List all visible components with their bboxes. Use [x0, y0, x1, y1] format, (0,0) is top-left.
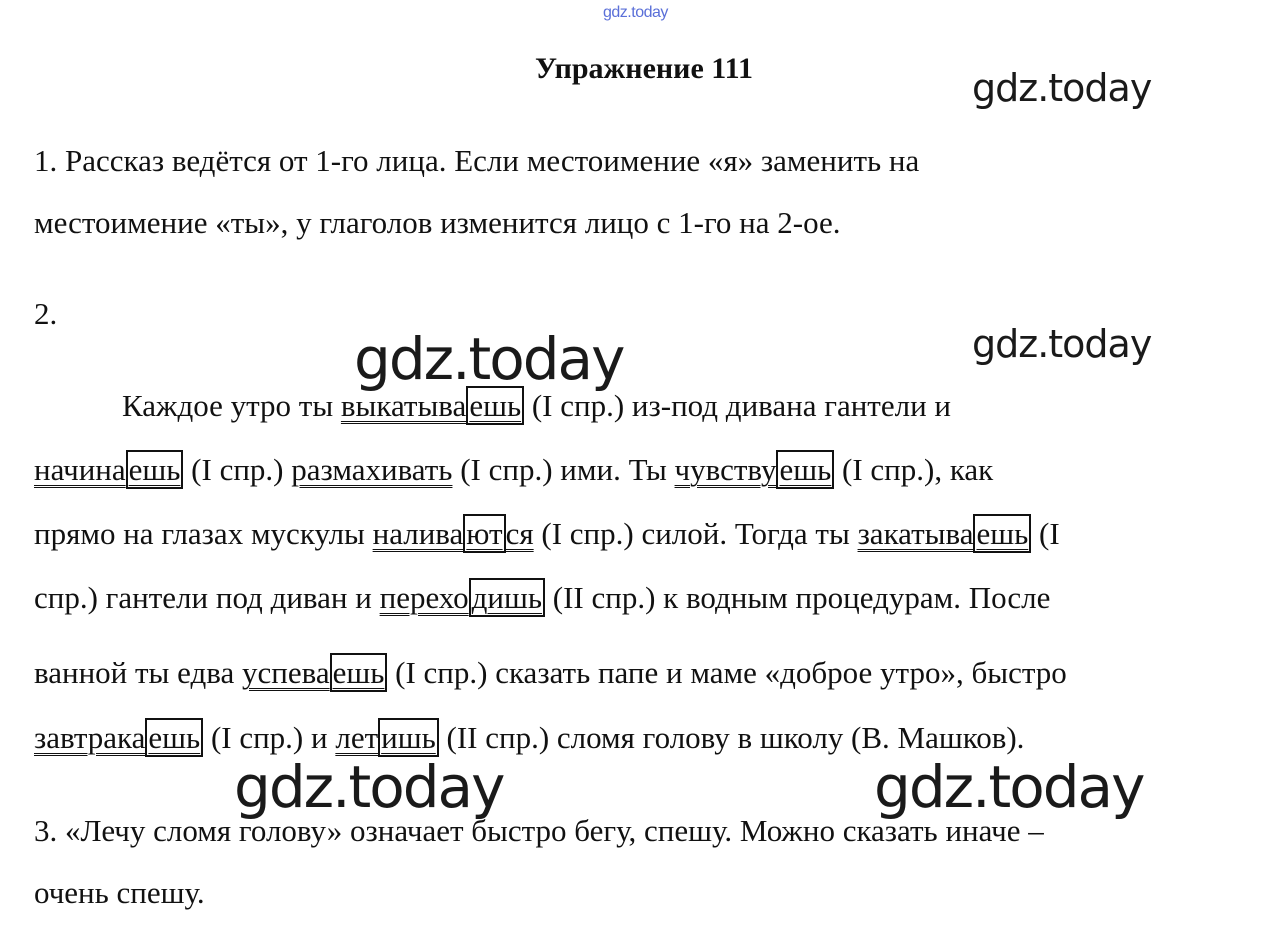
verb: размахивать [291, 452, 453, 487]
verb-ending: ешь [145, 718, 203, 757]
verb: успеваешь [242, 653, 387, 692]
verb-ending: ешь [973, 514, 1031, 553]
verb-ending: ишь [378, 718, 439, 757]
watermark: gdz.today [972, 322, 1152, 366]
exercise-title: Упражнение 111 [535, 52, 753, 85]
text-line-4: спр.) гантели под диван и переходишь (II спр.) к водным процедурам. После [34, 580, 1051, 615]
verb-ending: ешь [330, 653, 388, 692]
verb-ending: ют [463, 514, 505, 553]
watermark: gdz.today [234, 753, 504, 821]
answer-3-line-1: 3. «Лечу сломя голову» означает быстро бегу, спешу. Можно сказать иначе – [34, 813, 1044, 848]
answer-2-number: 2. [34, 296, 58, 331]
verb: закатываешь [858, 514, 1032, 553]
answer-1-line-1: 1. Рассказ ведётся от 1-го лица. Если местоимение «я» заменить на [34, 143, 920, 178]
text-line-1: Каждое утро ты выкатываешь (I спр.) из-под дивана гантели и [122, 388, 952, 423]
verb: чувствуешь [675, 450, 835, 489]
watermark: gdz.today [354, 325, 624, 393]
text-line-3: прямо на глазах мускулы наливаются (I спр.) силой. Тогда ты закатываешь (I [34, 516, 1060, 551]
watermark: gdz.today [972, 66, 1152, 110]
watermark-top: gdz.today [603, 4, 668, 21]
answer-3-line-2: очень спешу. [34, 875, 205, 910]
verb: переходишь [380, 578, 545, 617]
verb: выкатываешь [341, 386, 524, 425]
text-line-2: начинаешь (I спр.) размахивать (I спр.) ими. Ты чувствуешь (I спр.), как [34, 452, 994, 487]
verb-ending: дишь [469, 578, 545, 617]
verb-ending: ешь [466, 386, 524, 425]
answer-1-line-2: местоимение «ты», у глаголов изменится лицо с 1-го на 2-ое. [34, 205, 841, 240]
verb-ending: ешь [776, 450, 834, 489]
text-line-5: ванной ты едва успеваешь (I спр.) сказать папе и маме «доброе утро», быстро [34, 655, 1067, 690]
verb-ending: ешь [126, 450, 184, 489]
watermark: gdz.today [874, 753, 1144, 821]
verb: летишь [335, 718, 438, 757]
verb: начинаешь [34, 450, 183, 489]
verb: завтракаешь [34, 718, 203, 757]
verb: наливаются [372, 516, 534, 551]
text-line-6: завтракаешь (I спр.) и летишь (II спр.) сломя голову в школу (В. Машков). [34, 720, 1025, 755]
